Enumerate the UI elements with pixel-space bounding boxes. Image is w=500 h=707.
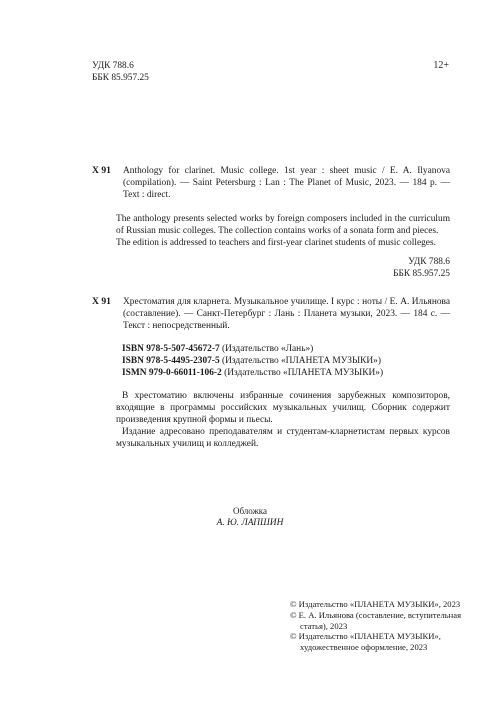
isbn-publisher: (Издательство «Лань») [219,344,314,354]
bbk-code: ББК 85.957.25 [92,73,149,83]
copyright-line: © Е. А. Ильянова (составление, вступительная [290,609,462,620]
english-bibliographic-entry [92,165,450,201]
english-abstract-paragraph: The edition is addressed to teachers and first-year clarinet students of music colleges. [116,238,436,248]
russian-abstract-paragraph: В хрестоматию включены избранные сочинения зарубежных композиторов, входящие в программы российских музыкальных училищ. Сборник содержит произведения крупной формы и пьесы. [116,391,450,425]
copyright-line: © Издательство «ПЛАНЕТА МУЗЫКИ», 2023 [290,599,461,609]
udk-code: УДК 788.6 [408,257,450,267]
copyright-line: статья), 2023 [300,620,348,631]
isbn-publisher: (Издательство «ПЛАНЕТА МУЗЫКИ») [219,356,381,366]
copyright-line: художественное оформление, 2023 [300,642,428,653]
age-rating: 12+ [433,60,449,71]
isbn-number: ISBN 978-5-507-45672-7 [122,344,220,354]
author-mark: Х 91 [92,165,111,176]
isbn-row [122,355,383,367]
russian-entry-text: Хрестоматия для кларнета. Музыкальное училище. I курс : ноты / Е. А. Ильянова (составление). — Санкт-Петербург : Лань : Планета музыки, 2023. — 184 с. — Текст : непосредственный. [123,297,450,331]
author-mark: Х 91 [92,296,111,307]
udk-bbk-right [393,256,450,280]
cover-label: Обложка [232,506,268,516]
english-abstract [116,213,450,249]
ismn-row [122,367,383,379]
copyright-block [290,599,465,653]
isbn-list [122,343,383,379]
english-abstract-paragraph: The anthology presents selected works by foreign composers included in the curriculum of Russian music colleges. The collection contains works of a sonata form and pieces. [116,214,450,236]
english-entry-text: Anthology for clarinet. Music college. 1st year : sheet music / E. A. Ilyanova (compilation). — Saint Petersburg : Lan : The Planet of Music, 2023. — 184 p. — Text : direct. [123,166,450,200]
russian-abstract [116,390,450,450]
udk-bbk-top [92,60,149,84]
cover-credit [200,505,300,529]
isbn-publisher: (Издательство «ПЛАНЕТА МУЗЫКИ») [221,368,384,378]
isbn-row [122,343,383,355]
russian-abstract-paragraph: Издание адресовано преподавателям и студентам-кларнетистам первых курсов музыкальных училищ и колледжей. [116,427,450,449]
russian-bibliographic-entry [92,296,450,332]
ismn-number: ISMN 979-0-66011-106-2 [122,368,222,378]
copyright-line: © Издательство «ПЛАНЕТА МУЗЫКИ», [290,631,441,642]
cover-designer: А. Ю. ЛАПШИН [216,518,284,528]
udk-code: УДК 788.6 [92,61,134,71]
isbn-number: ISBN 978-5-4495-2307-5 [122,356,220,366]
bbk-code: ББК 85.957.25 [393,269,450,279]
